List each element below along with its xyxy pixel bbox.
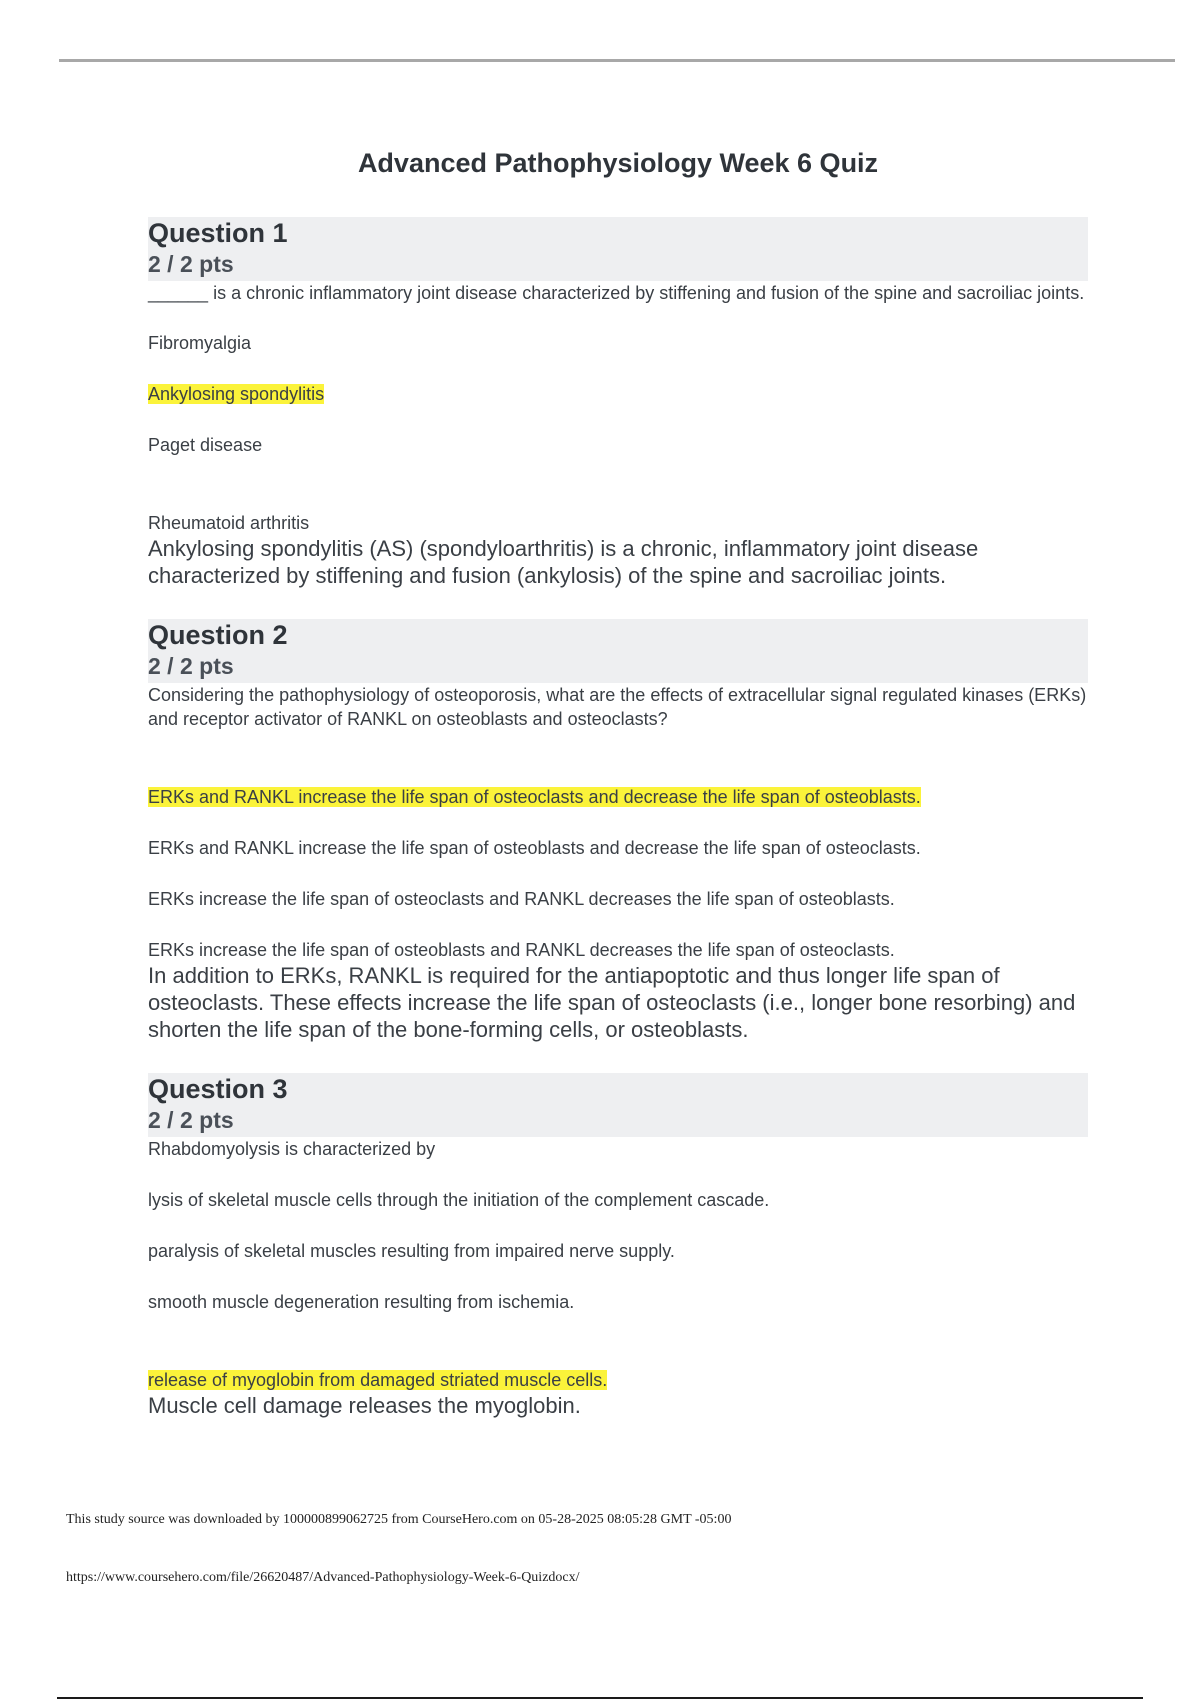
answer-option xyxy=(148,1188,1088,1212)
answer-label: smooth muscle degeneration resulting from ischemia. xyxy=(148,1292,575,1312)
answer-label: ERKs and RANKL increase the life span of osteoclasts and decrease the life span of osteoblasts. xyxy=(148,787,921,807)
answer-option xyxy=(148,433,1088,457)
answer-option xyxy=(148,1290,1088,1314)
answer-option-correct xyxy=(148,382,1088,406)
question-2 xyxy=(148,619,1088,1043)
answer-option xyxy=(148,331,1088,355)
question-title: Question 1 xyxy=(148,218,288,248)
question-text: Considering the pathophysiology of osteoporosis, what are the effects of extracellular signal regulated kinases (ERKs) and receptor activator of RANKL on osteoblasts and osteoclasts? xyxy=(148,685,1087,729)
question-header xyxy=(148,1073,1088,1137)
answer-explanation: In addition to ERKs, RANKL is required for the antiapoptotic and thus longer life span of osteoclasts. These effects increase the life span of osteoclasts (i.e., longer bone resorbing) and shorten the life span of the bone-forming cells, or osteoblasts. xyxy=(148,963,1076,1042)
question-header xyxy=(148,619,1088,683)
question-text: Rhabdomyolysis is characterized by xyxy=(148,1139,436,1159)
answer-label: ERKs increase the life span of osteoblasts and RANKL decreases the life span of osteoclasts. xyxy=(148,940,895,960)
answer-label: paralysis of skeletal muscles resulting from impaired nerve supply. xyxy=(148,1241,675,1261)
answer-option xyxy=(148,938,1088,962)
bottom-divider xyxy=(57,1697,1143,1699)
answer-explanation: Ankylosing spondylitis (AS) (spondyloarthritis) is a chronic, inflammatory joint disease characterized by stiffening and fusion (ankylosis) of the spine and sacroiliac joints. xyxy=(148,536,979,588)
answer-label: ERKs increase the life span of osteoclasts and RANKL decreases the life span of osteoblasts. xyxy=(148,889,895,909)
source-url-link[interactable]: https://www.coursehero.com/file/26620487/Advanced-Pathophysiology-Week-6-Quizdocx/ xyxy=(66,1570,580,1585)
document-title: Advanced Pathophysiology Week 6 Quiz xyxy=(357,148,879,178)
question-title: Question 2 xyxy=(148,620,288,650)
answer-label: Fibromyalgia xyxy=(148,333,252,353)
answer-label: Paget disease xyxy=(148,435,263,455)
question-1 xyxy=(148,217,1088,589)
answer-option-correct xyxy=(148,1368,1088,1392)
question-points: 2 / 2 pts xyxy=(148,1107,234,1133)
top-divider xyxy=(59,59,1175,62)
answer-option xyxy=(148,1239,1088,1263)
question-header xyxy=(148,217,1088,281)
answer-option xyxy=(148,836,1088,860)
question-3 xyxy=(148,1073,1088,1419)
answer-explanation: Muscle cell damage releases the myoglobin. xyxy=(148,1393,581,1418)
answer-option-correct xyxy=(148,785,1088,809)
question-points: 2 / 2 pts xyxy=(148,251,234,277)
answer-label: Ankylosing spondylitis xyxy=(148,384,325,404)
answer-label: ERKs and RANKL increase the life span of osteoblasts and decrease the life span of osteoclasts. xyxy=(148,838,921,858)
answer-label: lysis of skeletal muscle cells through the initiation of the complement cascade. xyxy=(148,1190,770,1210)
answer-label: Rheumatoid arthritis xyxy=(148,513,310,533)
question-title: Question 3 xyxy=(148,1074,288,1104)
answer-option xyxy=(148,887,1088,911)
answer-option xyxy=(148,511,1088,535)
download-notice: This study source was downloaded by 100000899062725 from CourseHero.com on 05-28-2025 08:05:28 GMT -05:00 xyxy=(66,1512,732,1527)
answer-label: release of myoglobin from damaged striated muscle cells. xyxy=(148,1370,608,1390)
quiz-content xyxy=(148,217,1088,1419)
question-text: ______ is a chronic inflammatory joint disease characterized by stiffening and fusion of the spine and sacroiliac joints. xyxy=(148,283,1085,303)
question-points: 2 / 2 pts xyxy=(148,653,234,679)
